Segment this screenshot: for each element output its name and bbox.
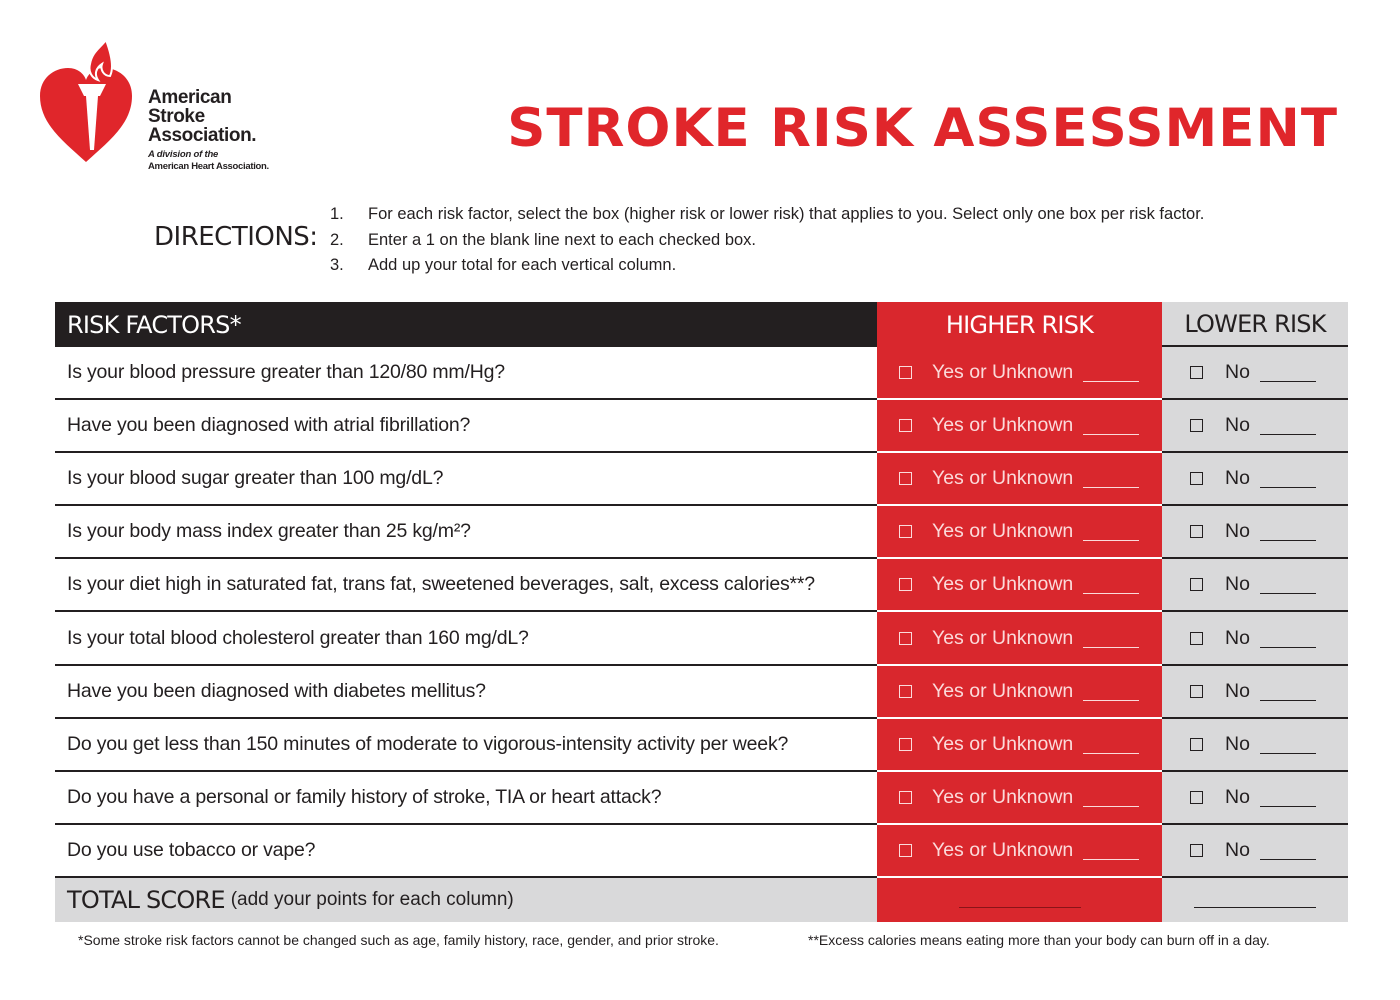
higher-risk-blank[interactable] xyxy=(1083,416,1139,435)
table-row xyxy=(55,825,1348,878)
risk-question: Do you have a personal or family history of stroke, TIA or heart attack? xyxy=(55,772,877,825)
higher-risk-cell xyxy=(877,506,1162,559)
higher-risk-blank[interactable] xyxy=(1083,363,1139,382)
table-row xyxy=(55,559,1348,612)
lower-risk-blank[interactable] xyxy=(1260,522,1316,541)
lower-risk-cell xyxy=(1162,559,1348,612)
higher-risk-blank[interactable] xyxy=(1083,469,1139,488)
higher-risk-cell xyxy=(877,666,1162,719)
total-score-label-cell xyxy=(55,878,877,922)
direction-text: Add up your total for each vertical column. xyxy=(368,256,677,274)
lower-risk-checkbox[interactable] xyxy=(1190,791,1203,804)
higher-risk-blank[interactable] xyxy=(1083,841,1139,860)
higher-risk-cell xyxy=(877,400,1162,453)
table-header xyxy=(55,302,1348,347)
lower-risk-checkbox[interactable] xyxy=(1190,738,1203,751)
higher-risk-cell xyxy=(877,719,1162,772)
higher-risk-blank[interactable] xyxy=(1083,788,1139,807)
direction-number: 2. xyxy=(330,230,344,249)
direction-text: For each risk factor, select the box (higher risk or lower risk) that applies to you. Select only one box per risk factor. xyxy=(368,205,1205,223)
logo-line-3: Association. xyxy=(148,125,257,146)
higher-risk-blank[interactable] xyxy=(1083,575,1139,594)
risk-question: Is your body mass index greater than 25 kg/m²? xyxy=(55,506,877,559)
direction-text: Enter a 1 on the blank line next to each checked box. xyxy=(368,230,757,249)
lower-risk-blank[interactable] xyxy=(1260,682,1316,701)
directions-label: DIRECTIONS: xyxy=(154,222,318,252)
total-score-note: (add your points for each column) xyxy=(230,888,514,910)
higher-risk-blank[interactable] xyxy=(1083,522,1139,541)
header-lower-risk: LOWER RISK xyxy=(1162,302,1348,347)
lower-risk-option-label: No xyxy=(1225,785,1250,808)
higher-total-blank[interactable] xyxy=(959,891,1081,908)
lower-risk-blank[interactable] xyxy=(1260,629,1316,648)
lower-risk-option-label: No xyxy=(1225,626,1250,649)
logo-text xyxy=(148,88,318,173)
heart-torch-icon xyxy=(34,38,138,166)
higher-risk-checkbox[interactable] xyxy=(899,791,912,804)
lower-risk-option-label: No xyxy=(1225,838,1250,861)
risk-question: Do you use tobacco or vape? xyxy=(55,825,877,878)
logo-division-1: A division of the xyxy=(148,149,219,160)
lower-risk-blank[interactable] xyxy=(1260,469,1316,488)
lower-risk-checkbox[interactable] xyxy=(1190,578,1203,591)
direction-number: 1. xyxy=(330,205,344,223)
higher-risk-option-label: Yes or Unknown xyxy=(932,679,1074,702)
table-row xyxy=(55,347,1348,400)
higher-risk-blank[interactable] xyxy=(1083,735,1139,754)
higher-risk-cell xyxy=(877,612,1162,665)
lower-risk-blank[interactable] xyxy=(1260,575,1316,594)
higher-risk-option-label: Yes or Unknown xyxy=(932,838,1074,861)
table-body xyxy=(55,347,1348,878)
lower-risk-blank[interactable] xyxy=(1260,735,1316,754)
risk-question: Is your total blood cholesterol greater than 160 mg/dL? xyxy=(55,612,877,665)
lower-risk-checkbox[interactable] xyxy=(1190,632,1203,645)
table-row xyxy=(55,400,1348,453)
risk-question: Is your blood pressure greater than 120/80 mm/Hg? xyxy=(55,347,877,400)
higher-risk-option-label: Yes or Unknown xyxy=(932,414,1074,437)
table-row xyxy=(55,453,1348,506)
higher-risk-option-label: Yes or Unknown xyxy=(932,785,1074,808)
higher-risk-checkbox[interactable] xyxy=(899,366,912,379)
total-score-label: TOTAL SCORE xyxy=(67,885,225,914)
lower-risk-cell xyxy=(1162,506,1348,559)
lower-risk-option-label: No xyxy=(1225,467,1250,490)
higher-risk-cell xyxy=(877,772,1162,825)
higher-risk-option-label: Yes or Unknown xyxy=(932,626,1074,649)
asa-logo xyxy=(34,38,314,188)
table-row xyxy=(55,719,1348,772)
lower-risk-option-label: No xyxy=(1225,679,1250,702)
table-row xyxy=(55,666,1348,719)
lower-risk-blank[interactable] xyxy=(1260,841,1316,860)
lower-risk-checkbox[interactable] xyxy=(1190,419,1203,432)
higher-risk-checkbox[interactable] xyxy=(899,419,912,432)
higher-risk-cell xyxy=(877,453,1162,506)
direction-number: 3. xyxy=(330,256,344,274)
lower-risk-blank[interactable] xyxy=(1260,416,1316,435)
table-row xyxy=(55,506,1348,559)
lower-risk-checkbox[interactable] xyxy=(1190,472,1203,485)
lower-total-cell xyxy=(1162,878,1348,922)
lower-risk-cell xyxy=(1162,612,1348,665)
direction-item xyxy=(330,253,1204,279)
lower-risk-cell xyxy=(1162,453,1348,506)
higher-risk-cell xyxy=(877,347,1162,400)
direction-item xyxy=(330,228,1204,254)
lower-risk-option-label: No xyxy=(1225,732,1250,755)
risk-question: Do you get less than 150 minutes of moderate to vigorous-intensity activity per week? xyxy=(55,719,877,772)
lower-risk-cell xyxy=(1162,347,1348,400)
logo-division-2: American Heart Association. xyxy=(148,161,269,172)
total-score-row xyxy=(55,878,1348,922)
higher-risk-option-label: Yes or Unknown xyxy=(932,520,1074,543)
lower-risk-cell xyxy=(1162,772,1348,825)
risk-question: Is your blood sugar greater than 100 mg/dL? xyxy=(55,453,877,506)
lower-risk-checkbox[interactable] xyxy=(1190,844,1203,857)
higher-risk-blank[interactable] xyxy=(1083,629,1139,648)
page-title: STROKE RISK ASSESSMENT xyxy=(507,98,1338,159)
higher-risk-option-label: Yes or Unknown xyxy=(932,467,1074,490)
higher-risk-checkbox[interactable] xyxy=(899,525,912,538)
lower-risk-cell xyxy=(1162,825,1348,878)
higher-risk-option-label: Yes or Unknown xyxy=(932,732,1074,755)
lower-risk-option-label: No xyxy=(1225,520,1250,543)
logo-line-1: American xyxy=(148,87,232,108)
higher-risk-option-label: Yes or Unknown xyxy=(932,361,1074,384)
risk-question: Have you been diagnosed with atrial fibrillation? xyxy=(55,400,877,453)
higher-risk-checkbox[interactable] xyxy=(899,738,912,751)
directions-list xyxy=(330,202,1204,279)
lower-total-blank[interactable] xyxy=(1194,891,1316,908)
risk-question: Have you been diagnosed with diabetes mellitus? xyxy=(55,666,877,719)
higher-total-cell xyxy=(877,878,1162,922)
lower-risk-cell xyxy=(1162,400,1348,453)
lower-risk-checkbox[interactable] xyxy=(1190,525,1203,538)
higher-risk-checkbox[interactable] xyxy=(899,844,912,857)
higher-risk-checkbox[interactable] xyxy=(899,578,912,591)
higher-risk-checkbox[interactable] xyxy=(899,685,912,698)
header-higher-risk: HIGHER RISK xyxy=(877,302,1162,347)
lower-risk-option-label: No xyxy=(1225,573,1250,596)
risk-question: Is your diet high in saturated fat, trans fat, sweetened beverages, salt, excess calories**? xyxy=(55,559,877,612)
logo-line-2: Stroke xyxy=(148,106,205,127)
higher-risk-cell xyxy=(877,559,1162,612)
risk-table xyxy=(55,302,1348,922)
lower-risk-blank[interactable] xyxy=(1260,363,1316,382)
table-row xyxy=(55,612,1348,665)
lower-risk-checkbox[interactable] xyxy=(1190,366,1203,379)
higher-risk-blank[interactable] xyxy=(1083,682,1139,701)
header-risk-factors: RISK FACTORS* xyxy=(55,302,877,347)
table-row xyxy=(55,772,1348,825)
footnote-risk-factors: *Some stroke risk factors cannot be changed such as age, family history, race, gender, and prior stroke. xyxy=(78,932,719,948)
higher-risk-cell xyxy=(877,825,1162,878)
direction-item xyxy=(330,202,1204,228)
lower-risk-option-label: No xyxy=(1225,414,1250,437)
higher-risk-option-label: Yes or Unknown xyxy=(932,573,1074,596)
higher-risk-checkbox[interactable] xyxy=(899,472,912,485)
lower-risk-cell xyxy=(1162,719,1348,772)
lower-risk-option-label: No xyxy=(1225,361,1250,384)
higher-risk-checkbox[interactable] xyxy=(899,632,912,645)
lower-risk-blank[interactable] xyxy=(1260,788,1316,807)
lower-risk-cell xyxy=(1162,666,1348,719)
footnote-excess-calories: **Excess calories means eating more than your body can burn off in a day. xyxy=(808,932,1270,948)
lower-risk-checkbox[interactable] xyxy=(1190,685,1203,698)
